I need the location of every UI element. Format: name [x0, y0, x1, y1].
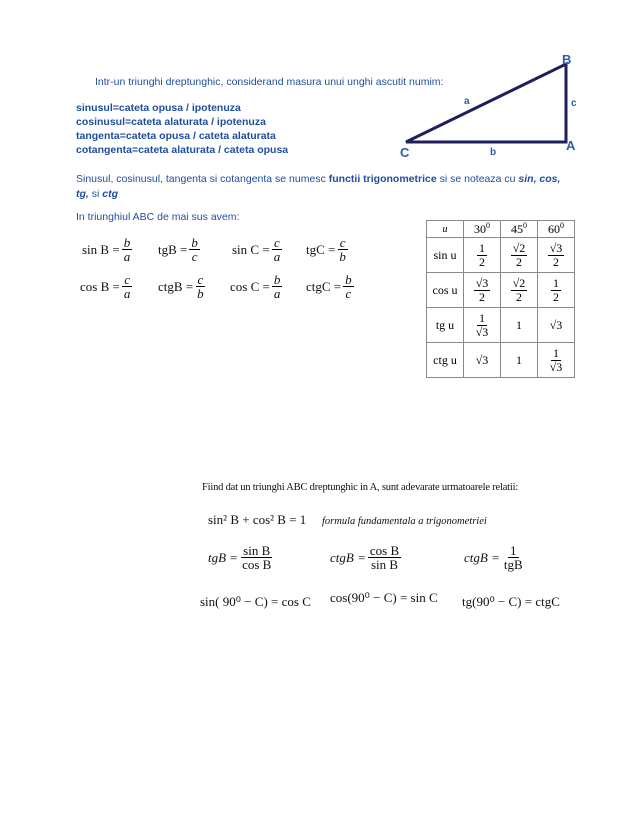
table-row-label: ctg u [427, 343, 464, 378]
complement-formula: cos(90⁰ − C) = sin C [330, 590, 438, 605]
numerator: √3 [549, 240, 563, 255]
fraction [477, 242, 487, 269]
denominator: √3 [549, 359, 563, 374]
cell-value: 1 [516, 352, 522, 367]
paragraph-bold-term: functii trigonometrice [328, 173, 437, 185]
fraction [343, 273, 354, 300]
denominator: 2 [479, 289, 485, 304]
side-c-label: c [571, 98, 577, 109]
denominator: a [273, 249, 281, 264]
ratio-formula [158, 273, 208, 300]
numerator: √2 [512, 275, 526, 290]
paragraph-text-1: Sinusul, cosinusul, tangenta si cotangenta se numesc [76, 173, 329, 185]
numerator: b [191, 235, 198, 250]
denominator: c [191, 249, 198, 264]
numerator: √2 [512, 240, 526, 255]
table-cell [501, 343, 538, 378]
fundamental-formula-label: formula fundamentala a trigonometriei [322, 516, 487, 527]
ratio-formula [306, 273, 356, 300]
table-cell [464, 343, 501, 378]
numerator: b [123, 235, 131, 250]
functions-paragraph [76, 172, 571, 202]
cell-value: √3 [549, 317, 563, 332]
ratio-lhs: tgB = [158, 241, 188, 257]
fraction [240, 544, 273, 571]
table-row-label: tg u [427, 308, 464, 343]
relation-lhs: ctgB = [464, 549, 500, 565]
numerator: c [274, 235, 280, 250]
fraction [511, 277, 528, 304]
denominator: sin B [370, 557, 399, 572]
table-cell [501, 238, 538, 273]
fraction [502, 544, 525, 571]
abc-intro: In triunghiul ABC de mai sus avem: [76, 211, 240, 223]
table-cell [501, 273, 538, 308]
ratio-formula [232, 236, 284, 263]
ratio-formula [306, 236, 350, 263]
denominator: √3 [475, 324, 489, 339]
numerator: 1 [510, 543, 517, 558]
ratio-lhs: tgC = [306, 241, 336, 257]
denominator: 2 [553, 254, 559, 269]
degree-mark: 0 [486, 221, 490, 230]
fraction [272, 236, 283, 263]
denominator: b [197, 286, 204, 301]
complement-formula: sin( 90⁰ − C) = cos C [200, 594, 311, 609]
paragraph-tg: tg, [76, 188, 89, 200]
numerator: b [273, 272, 281, 287]
numerator: 1 [479, 240, 485, 255]
fraction [337, 236, 348, 263]
numerator: c [339, 235, 346, 250]
table-cell [538, 343, 575, 378]
denominator: 2 [516, 289, 522, 304]
trig-values-table [426, 220, 575, 378]
table-cell [464, 238, 501, 273]
relation-formula [208, 544, 275, 571]
table-header-angle [501, 221, 538, 238]
angle-value: 45 [511, 222, 523, 236]
paragraph-cos: cos, [539, 173, 561, 185]
intro-text: Intr-un triunghi dreptunghic, considerand masura unui unghi ascutit numim: [95, 76, 444, 88]
paragraph-ctg: ctg [102, 188, 118, 200]
denominator: a [273, 286, 281, 301]
fraction [551, 277, 561, 304]
ratio-formula [80, 273, 134, 300]
definition-tg: tangenta=cateta opusa / cateta alaturata [76, 130, 276, 142]
fraction [189, 236, 200, 263]
paragraph-sin: sin, [518, 173, 537, 185]
relation-lhs: tgB = [208, 549, 239, 565]
numerator: 1 [553, 275, 559, 290]
denominator: cos B [242, 557, 272, 572]
numerator: c [124, 272, 130, 287]
angle-value: 30 [474, 222, 486, 236]
fraction [474, 277, 491, 304]
ratio-lhs: sin B = [82, 241, 120, 257]
vertex-b-label: B [562, 52, 572, 67]
table-header-angle [464, 221, 501, 238]
cell-value: √3 [475, 352, 489, 367]
numerator: 1 [553, 345, 559, 360]
fundamental-formula: sin² B + cos² B = 1 [208, 512, 307, 527]
side-b-label: b [490, 147, 497, 158]
definition-sin: sinusul=cateta opusa / ipotenuza [76, 102, 241, 114]
ratio-lhs: ctgC = [306, 278, 342, 294]
denominator: 2 [553, 289, 559, 304]
ratio-formula [230, 273, 284, 300]
table-row-label: sin u [427, 238, 464, 273]
denominator: tgB [503, 557, 523, 572]
denominator: b [339, 249, 346, 264]
table-header-angle [538, 221, 575, 238]
table-header-u: u [427, 221, 464, 238]
numerator: b [345, 272, 352, 287]
definition-ctg: cotangenta=cateta alaturata / cateta opusa [76, 144, 289, 156]
fraction [368, 544, 401, 571]
ratio-lhs: cos C = [230, 278, 270, 294]
relation-formula [464, 544, 527, 571]
ratio-formula [158, 236, 202, 263]
fraction [122, 236, 133, 263]
numerator: √3 [475, 275, 489, 290]
table-cell [501, 308, 538, 343]
fraction [548, 347, 565, 374]
fraction [548, 242, 565, 269]
degree-mark: 0 [523, 221, 527, 230]
denominator: a [123, 286, 131, 301]
definition-cos: cosinusul=cateta alaturata / ipotenuza [76, 116, 266, 128]
side-a-label: a [464, 96, 470, 107]
numerator: c [197, 272, 204, 287]
triangle-diagram [396, 52, 586, 164]
table-cell [538, 273, 575, 308]
table-cell [538, 308, 575, 343]
numerator: 1 [479, 310, 485, 325]
vertex-a-label: A [566, 138, 576, 153]
fraction [195, 273, 206, 300]
denominator: c [345, 286, 352, 301]
complement-formula: tg(90⁰ − C) = ctgC [462, 594, 560, 609]
fraction [122, 273, 133, 300]
fraction [474, 312, 491, 339]
denominator: 2 [516, 254, 522, 269]
angle-value: 60 [548, 222, 560, 236]
ratio-formula [82, 236, 134, 263]
vertex-c-label: C [400, 145, 410, 160]
table-cell [538, 238, 575, 273]
table-row-label: cos u [427, 273, 464, 308]
numerator: cos B [369, 543, 400, 558]
ratio-lhs: sin C = [232, 241, 270, 257]
denominator: 2 [479, 254, 485, 269]
relation-lhs: ctgB = [330, 549, 366, 565]
paragraph-text-2: si se noteaza cu [436, 173, 519, 185]
denominator: a [123, 249, 131, 264]
table-cell [464, 273, 501, 308]
ratio-lhs: cos B = [80, 278, 120, 294]
fraction [272, 273, 283, 300]
relation-formula [330, 544, 403, 571]
ratio-lhs: ctgB = [158, 278, 194, 294]
numerator: sin B [243, 543, 271, 558]
degree-mark: 0 [560, 221, 564, 230]
paragraph-si: si [88, 188, 103, 200]
table-cell [464, 308, 501, 343]
triangle-shape [406, 64, 566, 142]
right-triangle-note: Fiind dat un triunghi ABC dreptunghic in A, sunt adevarate urmatoarele relatii: [202, 482, 519, 493]
fraction [511, 242, 528, 269]
cell-value: 1 [516, 317, 522, 332]
